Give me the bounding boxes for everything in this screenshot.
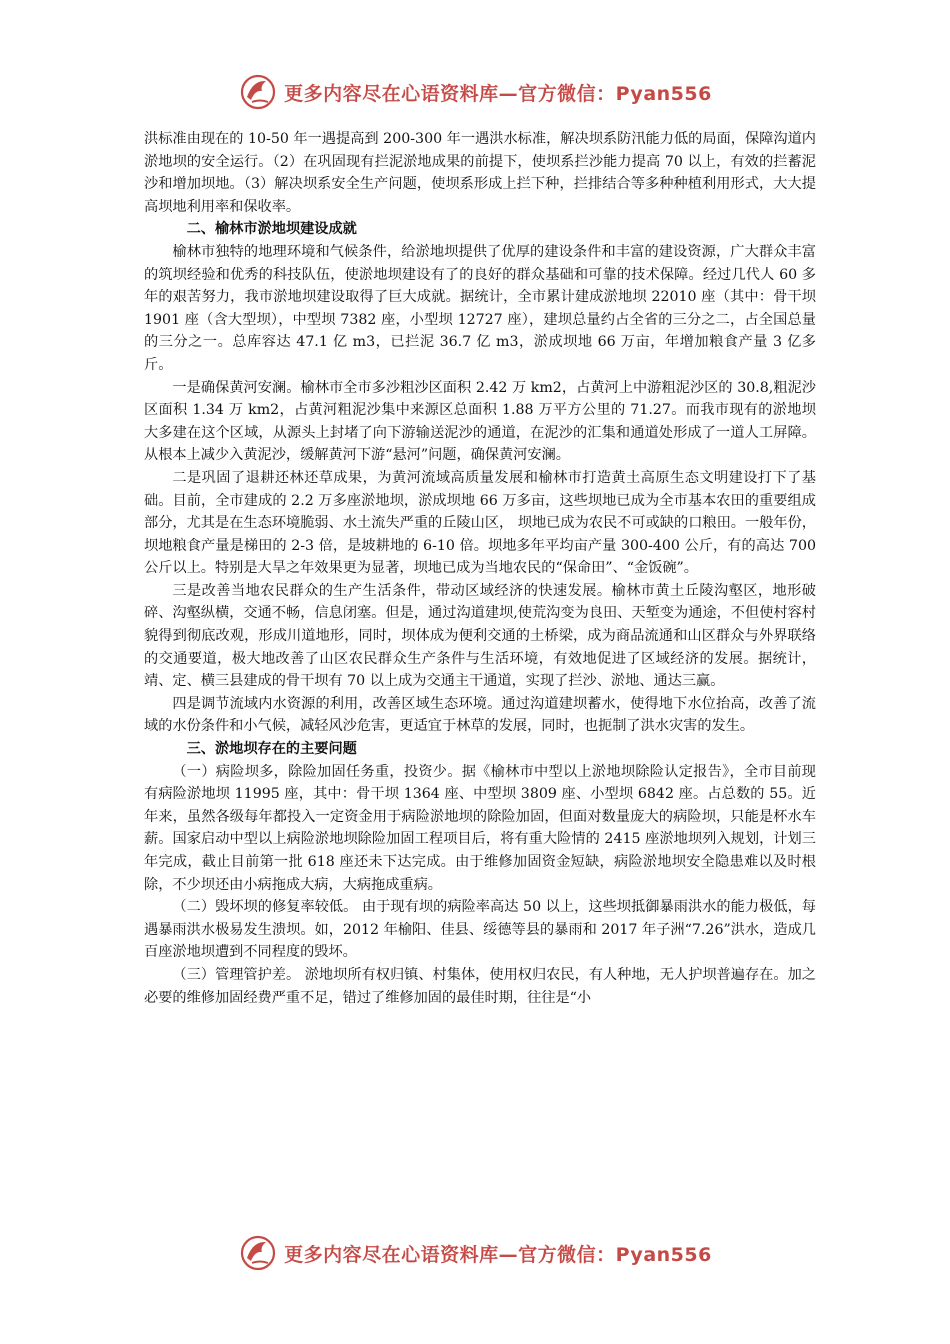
paragraph: 一是确保黄河安澜。榆林市全市多沙粗沙区面积 2.42 万 km2，占黄河上中游粗泥沙区的 30.8,粗泥沙区面积 1.34 万 km2，占黄河粗泥沙集中来源区总面积 1.88 万平方公里的 71.27。而我市现有的淤地坝大多建在这个区域，从源头上封堵了向下游输送泥沙的通道，在泥沙的汇集和通道处形成了一道人工屏障。从根本上减少入黄泥沙，缓解黄河下游“悬河”问题，确保黄河安澜。 bbox=[144, 379, 816, 464]
paragraph: （一）病险坝多，除险加固任务重，投资少。据《榆林市中型以上淤地坝除险认定报告》，全市目前现有病险淤地坝 11995 座，其中：骨干坝 1364 座、中型坝 3809 座、小型坝 6842 座。占总数的 55。近年来，虽然各级每年都投入一定资金用于病险淤地坝的除险加固，但面对数量庞大的病险坝，只能是杯水车薪。国家启动中型以上病险淤地坝除险加固工程项目后，将有重大险情的 2415 座淤地坝列入规划，计划三年完成，截止目前第一批 618 座还未下达完成。由于维修加固资金短缺，病险淤地坝安全隐患难以及时根除，不少坝还由小病拖成大病，大病拖成重病。 bbox=[144, 763, 816, 893]
section-heading: 二、榆林市淤地坝建设成就 bbox=[186, 221, 357, 238]
section-heading: 三、淤地坝存在的主要问题 bbox=[186, 741, 357, 758]
logo-icon bbox=[238, 72, 278, 112]
watermark-banner-bottom bbox=[0, 1231, 950, 1275]
paragraph: 洪标准由现在的 10-50 年一遇提高到 200-300 年一遇洪水标准，解决坝系防汛能力低的局面，保障沟道内淤地坝的安全运行。（2）在巩固现有拦泥淤地成果的前提下，使坝系拦沙能力提高 70 以上，有效的拦蓄泥沙和增加坝地。（3）解决坝系安全生产问题，使坝系形成上拦下种，拦排结合等多种种植利用形式，大大提高坝地利用率和保收率。 bbox=[144, 131, 816, 215]
watermark-text: 更多内容尽在心语资料库—官方微信：Pyan556 bbox=[284, 1243, 712, 1266]
paragraph: 榆林市独特的地理环境和气候条件，给淤地坝提供了优厚的建设条件和丰富的建设资源，广大群众丰富的筑坝经验和优秀的科技队伍，使淤地坝建设有了的良好的群众基础和可靠的技术保障。经过几代人 60 多年的艰苦努力，我市淤地坝建设取得了巨大成就。据统计，全市累计建成淤地坝 22010 座（其中：骨干坝 1901 座（含大型坝），中型坝 7382 座，小型坝 12727 座），建坝总量约占全省的三分之二，占全国总量的三分之一。总库容达 47.1 亿 m3，已拦泥 36.7 亿 m3，淤成坝地 66 万亩，年增加粮食产量 3 亿多斤。 bbox=[144, 243, 816, 373]
watermark-banner-top bbox=[0, 70, 950, 114]
paragraph: （三）管理管护差。 淤地坝所有权归镇、村集体，使用权归农民，有人种地，无人护坝普遍存在。加之必要的维修加固经费严重不足，错过了维修加固的最佳时期，往往是“小 bbox=[144, 966, 816, 1006]
watermark-text: 更多内容尽在心语资料库—官方微信：Pyan556 bbox=[284, 82, 712, 105]
paragraph: 二是巩固了退耕还林还草成果，为黄河流域高质量发展和榆林市打造黄土高原生态文明建设打下了基础。目前，全市建成的 2.2 万多座淤地坝，淤成坝地 66 万多亩，这些坝地已成为全市基本农田的重要组成部分，尤其是在生态环境脆弱、水土流失严重的丘陵山区， 坝地已成为农民不可或缺的口粮田。一般年份，坝地粮食产量是梯田的 2-3 倍，是坡耕地的 6-10 倍。坝地多年平均亩产量 300-400 公斤，有的高达 700 公斤以上。特别是大旱之年效果更为显著，坝地已成为当地农民的“保命田”、“金饭碗”。 bbox=[144, 469, 816, 577]
document-body bbox=[144, 128, 816, 1009]
paragraph: （二）毁坏坝的修复率较低。 由于现有坝的病险率高达 50 以上，这些坝抵御暴雨洪水的能力极低，每遇暴雨洪水极易发生溃坝。如，2012 年榆阳、佳县、绥德等县的暴雨和 2017 年子洲“7.26”洪水，造成几百座淤地坝遭到不同程度的毁坏。 bbox=[144, 899, 816, 961]
paragraph: 四是调节流域内水资源的利用，改善区域生态环境。通过沟道建坝蓄水，使得地下水位抬高，改善了流域的水份条件和小气候，减轻风沙危害，更适宜于林草的发展，同时，也扼制了洪水灾害的发生。 bbox=[144, 695, 816, 735]
logo-icon bbox=[238, 1233, 278, 1273]
paragraph: 三是改善当地农民群众的生产生活条件，带动区域经济的快速发展。榆林市黄土丘陵沟壑区，地形破碎、沟壑纵横，交通不畅，信息闭塞。但是，通过沟道建坝,使荒沟变为良田、天堑变为通途，不但使村容村貌得到彻底改观，形成川道地形，同时，坝体成为便利交通的土桥梁，成为商品流通和山区群众与外界联络的交通要道，极大地改善了山区农民群众生产条件与生活环境，有效地促进了区域经济的发展。据统计，靖、定、横三县建成的骨干坝有 70 以上成为交通主干通道，实现了拦沙、淤地、通达三赢。 bbox=[144, 582, 816, 690]
